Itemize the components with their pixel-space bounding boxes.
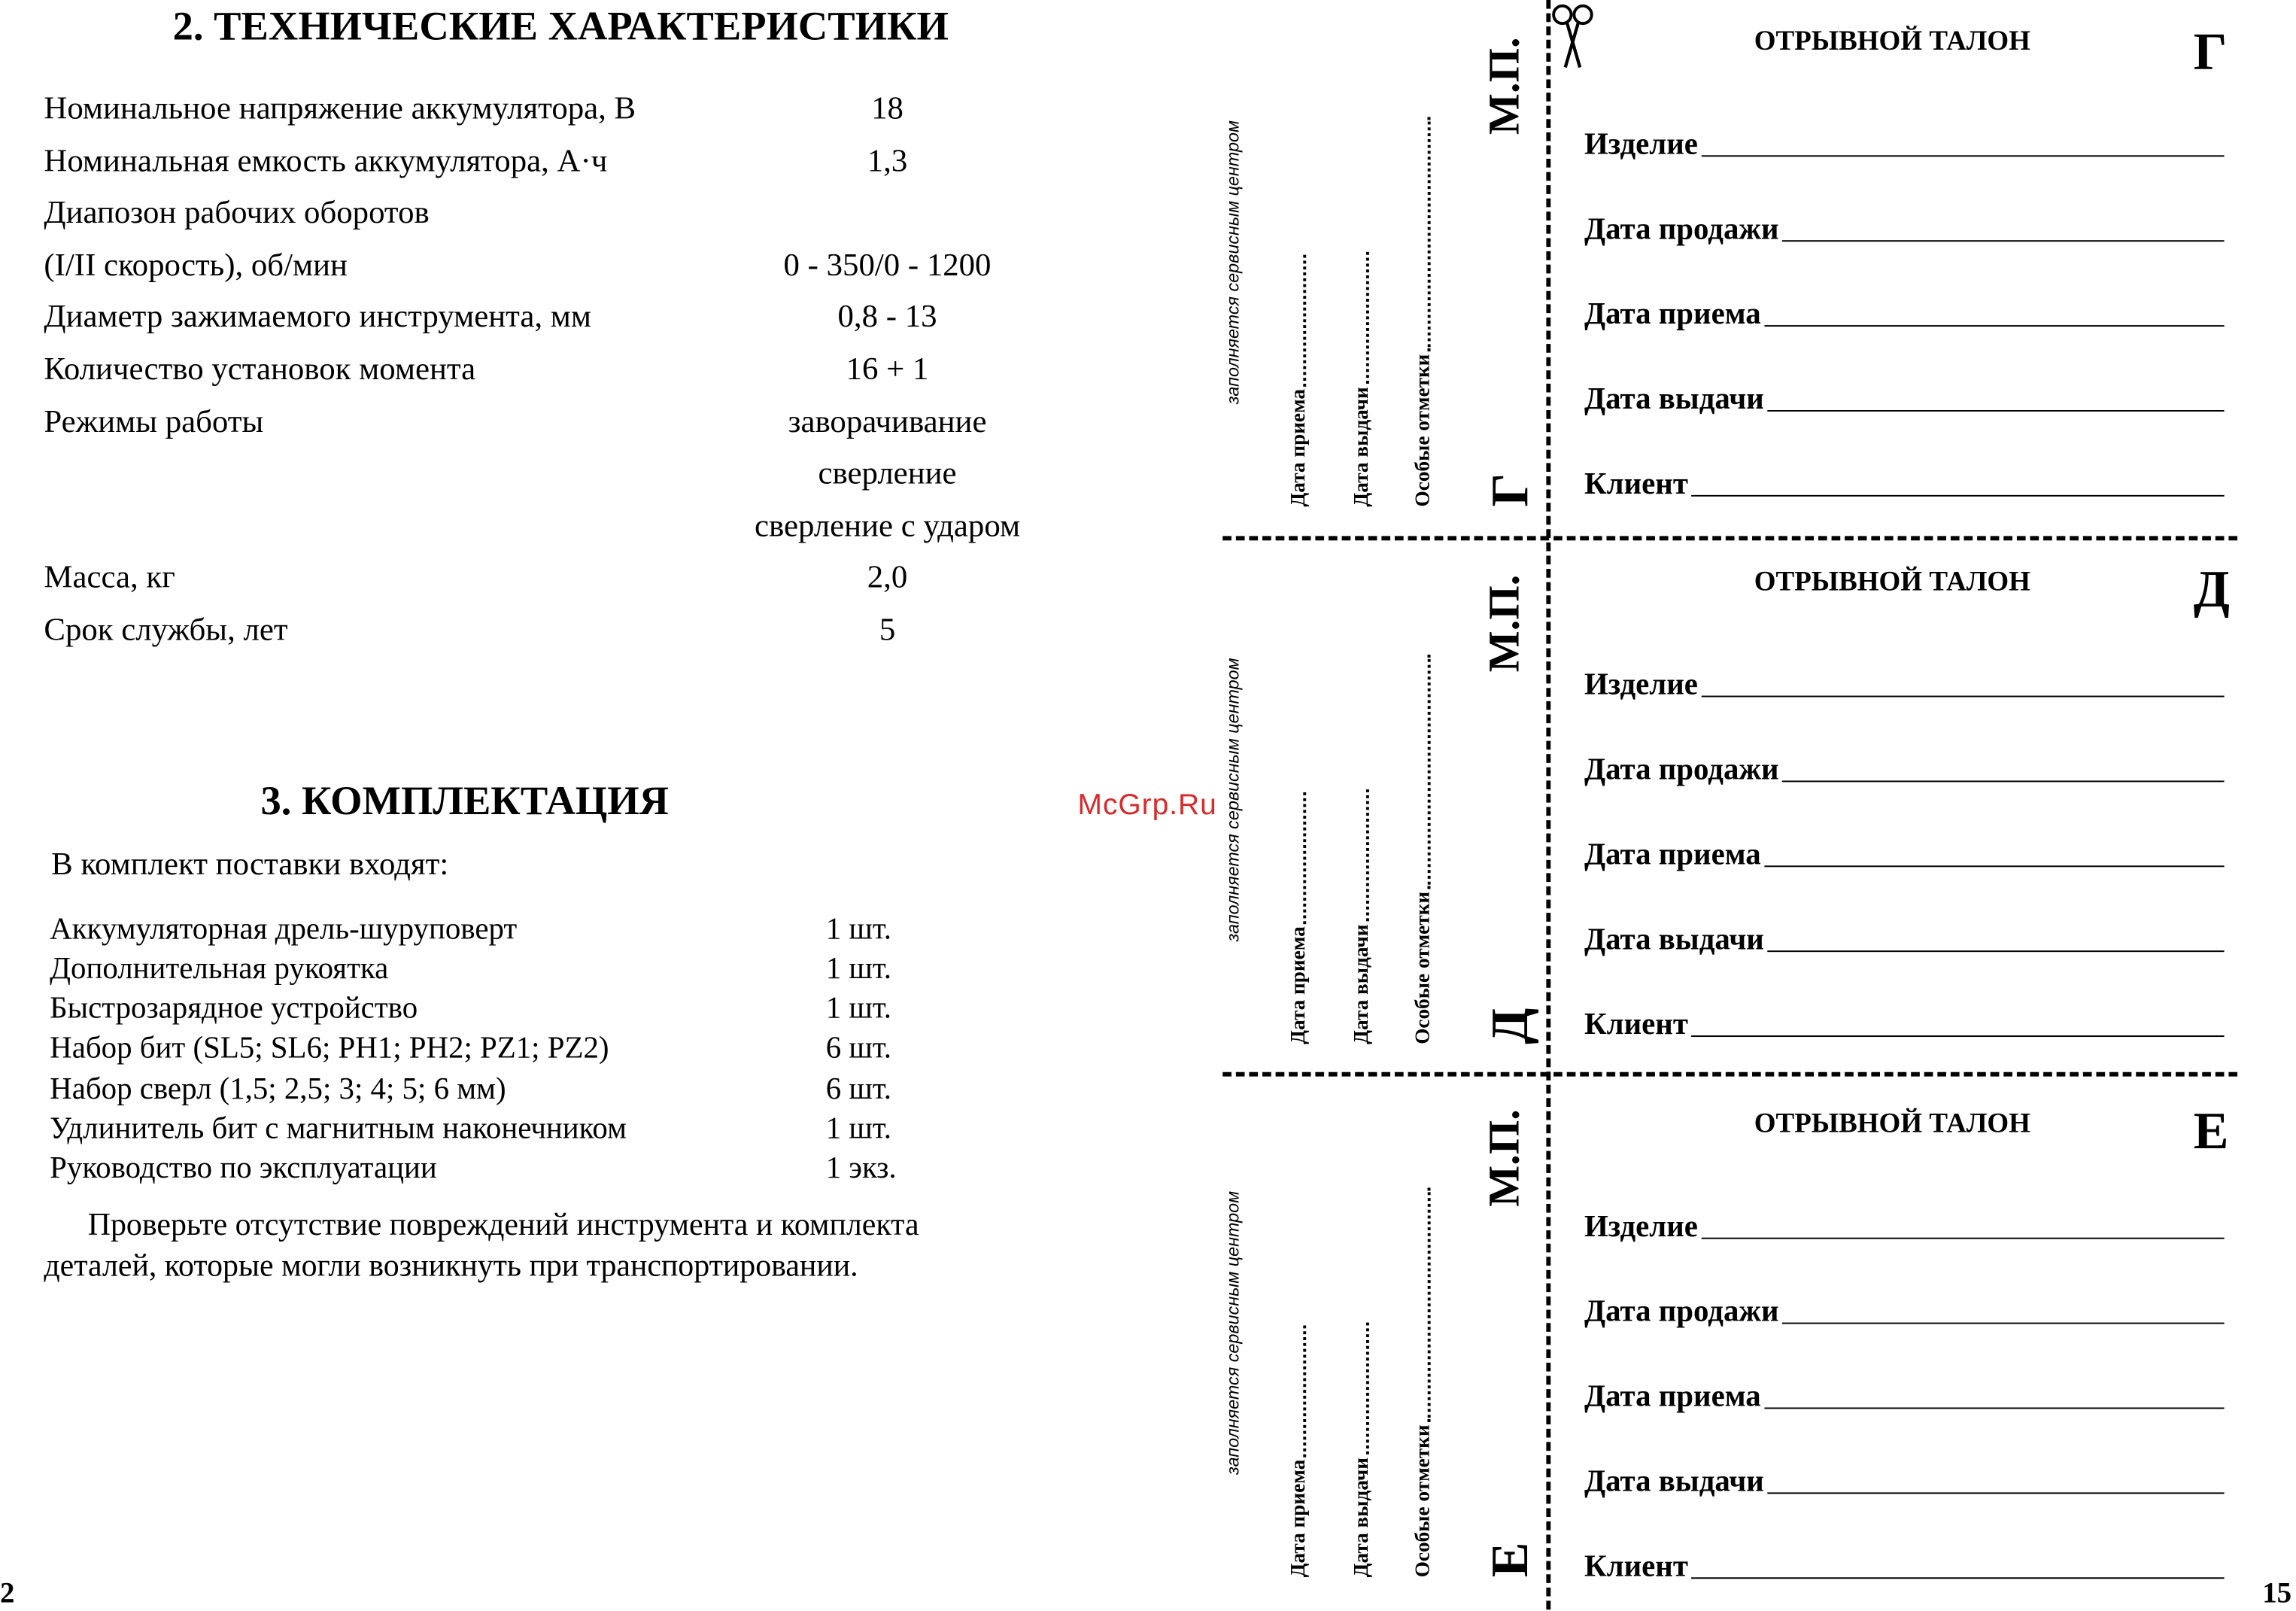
spec-value: сверление с ударом — [754, 506, 1021, 544]
stamp-placeholder: М.П. — [1480, 1109, 1529, 1207]
spec-value: 5 — [879, 610, 896, 648]
field-product[interactable]: Изделие — [1584, 667, 2225, 704]
kit-item-name: Набор сверл (1,5; 2,5; 3; 4; 5; 6 мм) — [50, 1070, 506, 1106]
page-number-right: 15 — [2262, 1577, 2292, 1610]
watermark: McGrp.Ru — [1077, 789, 1217, 822]
stub-service-note: заполняется сервисным центром — [1222, 120, 1244, 405]
kit-item-qty: 1 шт. — [825, 910, 891, 947]
spec-label: Диаметр зажимаемого инструмента, мм — [44, 297, 591, 334]
coupon-title: ОТРЫВНОЙ ТАЛОН — [1754, 26, 2030, 57]
kit-intro: В комплект поставки входят: — [51, 845, 449, 882]
kit-item-qty: 6 шт. — [825, 1070, 891, 1106]
spec-label: (I/II скорость), об/мин — [44, 245, 348, 283]
kit-item-qty: 1 экз. — [825, 1149, 897, 1185]
stub-receive-date: Дата приема — [1289, 792, 1312, 1044]
tear-line — [1222, 536, 2237, 540]
field-client[interactable]: Клиент — [1584, 1548, 2225, 1585]
stub-service-note: заполняется сервисным центром — [1222, 1190, 1244, 1476]
stub-notes: Особые отметки — [1413, 655, 1436, 1044]
stub-service-note: заполняется сервисным центром — [1222, 658, 1244, 942]
spec-value: 18 — [871, 89, 904, 126]
inspection-note-line: деталей, которые могли возникнуть при транспортировании. — [44, 1248, 858, 1284]
kit-item-qty: 1 шт. — [825, 950, 891, 986]
stub-issue-date: Дата выдачи — [1352, 790, 1375, 1044]
kit-item-name: Дополнительная рукоятка — [50, 950, 389, 986]
kit-item-name: Удлинитель бит с магнитным наконечником — [50, 1110, 627, 1146]
page-number-left: 2 — [0, 1577, 15, 1610]
kit-item-qty: 6 шт. — [825, 1029, 891, 1065]
coupon-title: ОТРЫВНОЙ ТАЛОН — [1754, 1108, 2030, 1140]
field-product[interactable]: Изделие — [1584, 1208, 2225, 1245]
spec-value: 1,3 — [867, 141, 908, 179]
stub-receive-date: Дата приема — [1289, 254, 1312, 507]
stub-letter: Д — [1480, 1008, 1539, 1044]
spec-label: Номинальное напряжение аккумулятора, В — [44, 89, 636, 126]
stub-notes: Особые отметки — [1413, 1187, 1436, 1577]
coupon-letter: Е — [2193, 1101, 2229, 1160]
spec-label: Номинальная емкость аккумулятора, А·ч — [44, 141, 608, 179]
stub-issue-date: Дата выдачи — [1352, 252, 1375, 506]
coupon-letter: Г — [2193, 22, 2228, 81]
field-client[interactable]: Клиент — [1584, 466, 2225, 503]
spec-label: Диапозон рабочих оборотов — [44, 193, 430, 230]
spec-label: Масса, кг — [44, 558, 175, 595]
field-sale-date[interactable]: Дата продажи — [1584, 752, 2225, 789]
kit-item-name: Руководство по эксплуатации — [50, 1149, 437, 1185]
stub-issue-date: Дата выдачи — [1352, 1323, 1375, 1577]
stub-letter: Г — [1480, 473, 1539, 507]
field-issue-date[interactable]: Дата выдачи — [1584, 921, 2225, 958]
coupon-title: ОТРЫВНОЙ ТАЛОН — [1754, 567, 2030, 598]
inspection-note-line: Проверьте отсутствие повреждений инструмента и комплекта — [87, 1206, 919, 1242]
tech-specs-title: 2. ТЕХНИЧЕСКИЕ ХАРАКТЕРИСТИКИ — [172, 4, 949, 50]
spec-label: Срок службы, лет — [44, 610, 288, 648]
tear-line — [1222, 1072, 2237, 1077]
stamp-placeholder: М.П. — [1480, 37, 1529, 135]
scissors-icon — [1546, 0, 1599, 73]
stub-letter: Е — [1480, 1542, 1539, 1578]
field-client[interactable]: Клиент — [1584, 1006, 2225, 1043]
stamp-placeholder: М.П. — [1480, 574, 1529, 673]
spec-label: Количество установок момента — [44, 350, 476, 387]
stub-notes: Особые отметки — [1413, 117, 1436, 506]
spec-value: 16 + 1 — [846, 350, 929, 387]
spec-value: 2,0 — [867, 558, 908, 595]
field-product[interactable]: Изделие — [1584, 126, 2225, 163]
field-receive-date[interactable]: Дата приема — [1584, 296, 2225, 333]
field-receive-date[interactable]: Дата приема — [1584, 1378, 2225, 1415]
field-issue-date[interactable]: Дата выдачи — [1584, 1463, 2225, 1500]
kit-item-name: Аккумуляторная дрель-шуруповерт — [50, 910, 518, 947]
field-sale-date[interactable]: Дата продажи — [1584, 1293, 2225, 1330]
field-receive-date[interactable]: Дата приема — [1584, 836, 2225, 873]
kit-item-name: Быстрозарядное устройство — [50, 989, 418, 1026]
field-issue-date[interactable]: Дата выдачи — [1584, 381, 2225, 418]
spec-value: сверление — [818, 454, 957, 491]
kit-title: 3. КОМПЛЕКТАЦИЯ — [260, 779, 669, 825]
coupon-letter: Д — [2193, 559, 2230, 619]
kit-item-name: Набор бит (SL5; SL6; PH1; PH2; PZ1; PZ2) — [50, 1029, 609, 1065]
field-sale-date[interactable]: Дата продажи — [1584, 211, 2225, 248]
spec-value: 0 - 350/0 - 1200 — [783, 245, 992, 283]
kit-item-qty: 1 шт. — [825, 989, 891, 1026]
cut-line — [1546, 0, 1550, 1609]
spec-label: Режимы работы — [44, 403, 264, 439]
stub-receive-date: Дата приема — [1289, 1325, 1312, 1578]
spec-value: заворачивание — [788, 403, 987, 439]
spec-value: 0,8 - 13 — [837, 297, 937, 334]
kit-item-qty: 1 шт. — [825, 1110, 891, 1146]
